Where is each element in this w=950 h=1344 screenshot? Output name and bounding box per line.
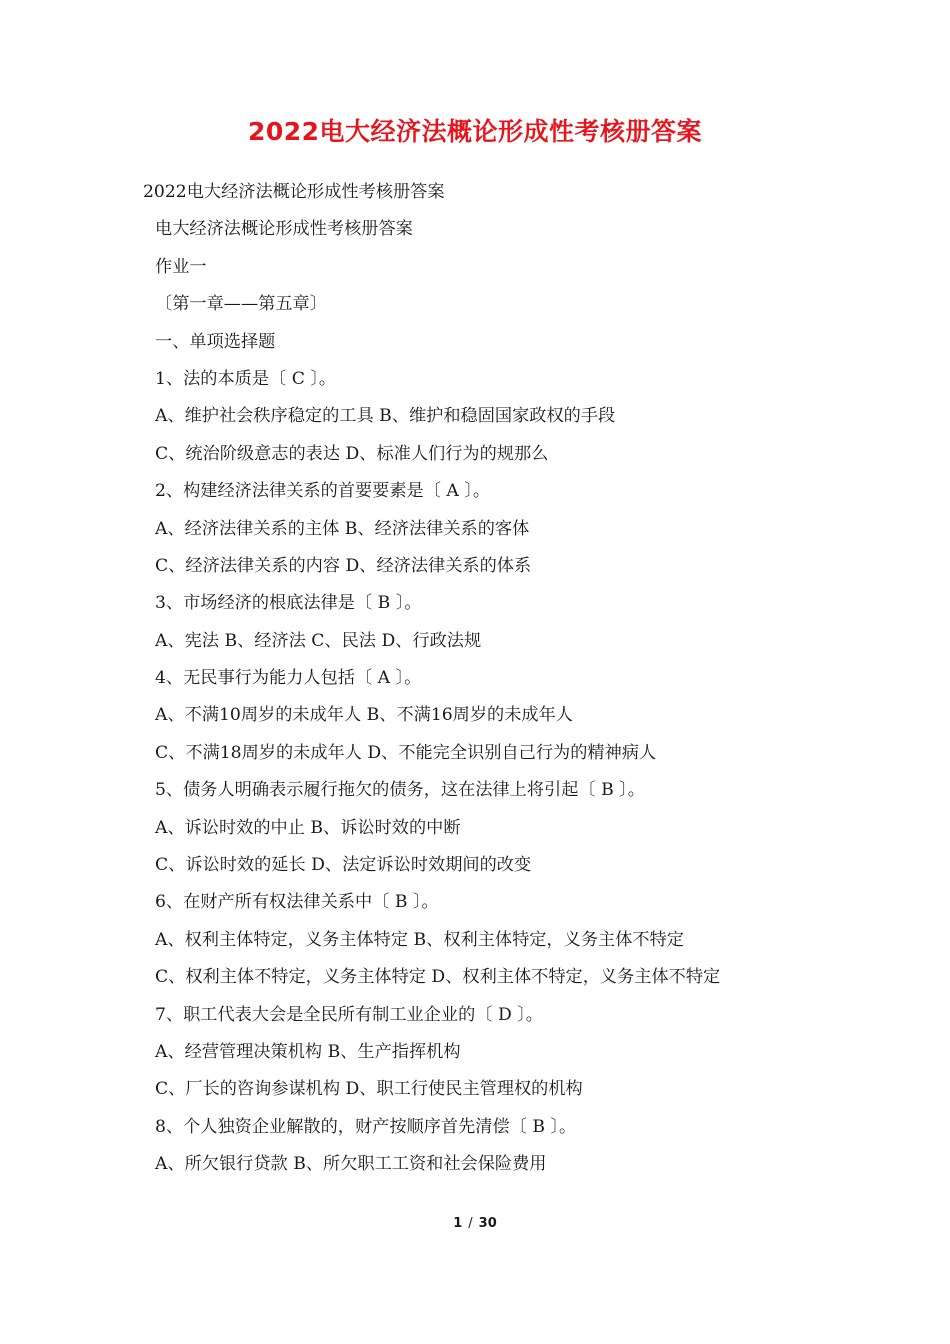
document-body	[143, 179, 890, 1189]
question-line: 1、法的本质是〔 C 〕。	[155, 368, 337, 389]
option-line: A、权利主体特定，义务主体特定 B、权利主体特定，义务主体不特定	[155, 929, 684, 950]
option-line: C、不满18周岁的未成年人 D、不能完全识别自己行为的精神病人	[155, 742, 657, 763]
question-line: 3、市场经济的根底法律是〔 B 〕。	[155, 593, 422, 614]
body-line: 电大经济法概论形成性考核册答案	[155, 219, 413, 240]
body-line: 2022电大经济法概论形成性考核册答案	[143, 182, 445, 202]
body-line: 〔第一章——第五章〕	[155, 294, 327, 315]
question-line: 5、债务人明确表示履行拖欠的债务，这在法律上将引起〔 B 〕。	[155, 780, 645, 801]
page-number	[0, 1216, 950, 1231]
question-line: 4、无民事行为能力人包括〔 A 〕。	[155, 668, 422, 689]
document-title: 2022电大经济法概论形成性考核册答案	[247, 117, 703, 146]
option-line: C、厂长的咨询参谋机构 D、职工行使民主管理权的机构	[155, 1079, 583, 1100]
page-current: 1	[453, 1216, 463, 1231]
question-line: 2、构建经济法律关系的首要要素是〔 A 〕。	[155, 481, 491, 502]
body-line: 作业一	[155, 256, 207, 277]
section-heading: 一、单项选择题	[155, 331, 276, 352]
option-line: C、经济法律关系的内容 D、经济法律关系的体系	[155, 555, 532, 576]
option-line: A、所欠银行贷款 B、所欠职工工资和社会保险费用	[155, 1154, 547, 1175]
question-line: 6、在财产所有权法律关系中〔 B 〕。	[155, 892, 439, 913]
option-line: A、经济法律关系的主体 B、经济法律关系的客体	[155, 518, 530, 539]
question-line: 8、个人独资企业解散的，财产按顺序首先清偿〔 B 〕。	[155, 1116, 577, 1137]
option-line: C、诉讼时效的延长 D、法定诉讼时效期间的改变	[155, 855, 532, 876]
option-line: A、经营管理决策机构 B、生产指挥机构	[155, 1041, 461, 1062]
page-separator: /	[468, 1216, 473, 1231]
page-total: 30	[478, 1216, 497, 1231]
option-line: A、诉讼时效的中止 B、诉讼时效的中断	[155, 817, 461, 838]
option-line: A、宪法 B、经济法 C、民法 D、行政法规	[155, 630, 482, 651]
option-line: C、权利主体不特定，义务主体特定 D、权利主体不特定，义务主体不特定	[155, 967, 721, 988]
option-line: A、维护社会秩序稳定的工具 B、维护和稳固国家政权的手段	[155, 406, 616, 427]
option-line: C、统治阶级意志的表达 D、标准人们行为的规那么	[155, 443, 549, 464]
option-line: A、不满10周岁的未成年人 B、不满16周岁的未成年人	[155, 705, 573, 726]
question-line: 7、职工代表大会是全民所有制工业企业的〔 D 〕。	[155, 1004, 543, 1025]
